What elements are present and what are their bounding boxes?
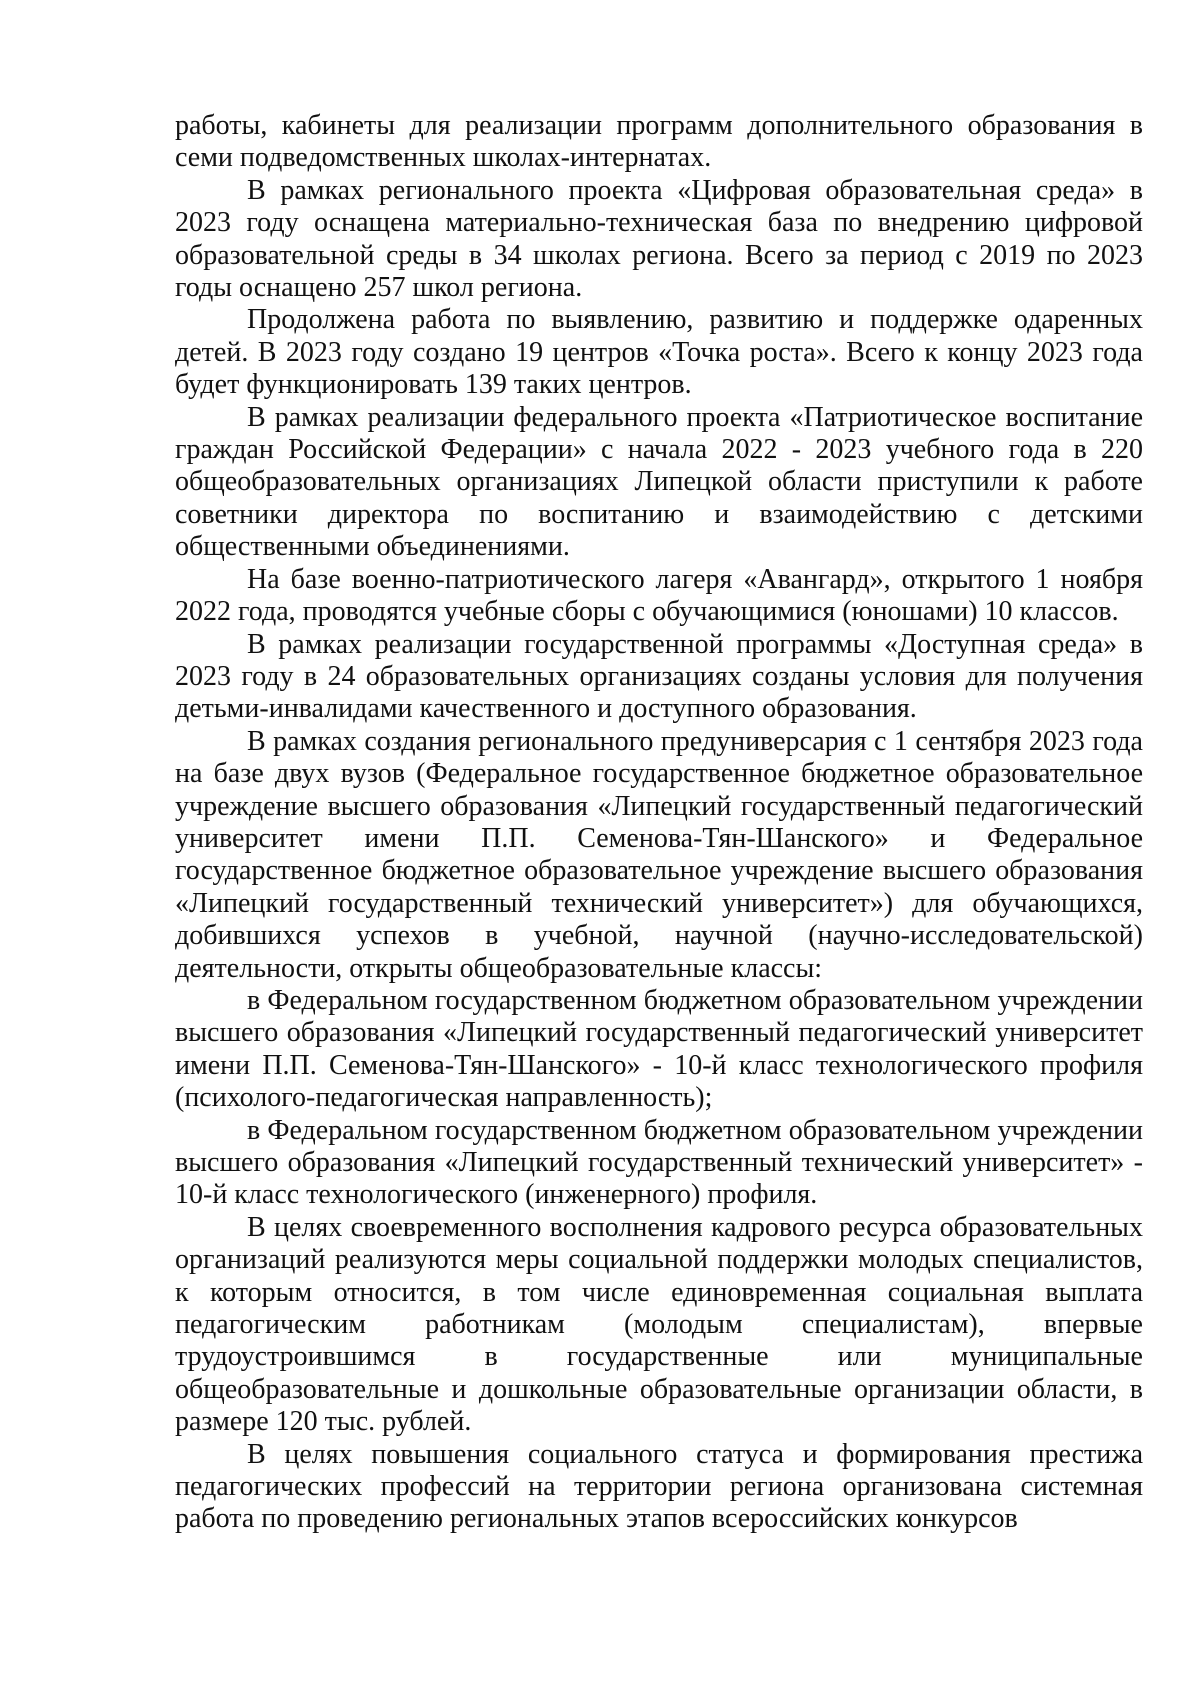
paragraph-patriotic-education: В рамках реализации федерального проекта «Патриотическое воспитание граждан Российской Федерации» с начала 2022 - 2023 учебного года в 220 общеобразовательных организациях Липецкой области приступили к работе советники директора по воспитанию и взаимодействию с детскими общественными объединениями. — [175, 401, 1143, 563]
paragraph-continuation: работы, кабинеты для реализации программ дополнительного образования в семи подведомственных школах-интернатах. — [175, 110, 1143, 174]
paragraph-gifted-children: Продолжена работа по выявлению, развитию и поддержке одаренных детей. В 2023 году создано 19 центров «Точка роста». Всего к концу 2023 года будет функционировать 139 таких центров. — [175, 304, 1143, 401]
document-body — [175, 110, 1143, 1536]
paragraph-digital-environment: В рамках регионального проекта «Цифровая образовательная среда» в 2023 году оснащена материально-техническая база по внедрению цифровой образовательной среды в 34 школах региона. Всего за период с 2019 по 2023 годы оснащено 257 школ региона. — [175, 174, 1143, 304]
paragraph-avangard-camp: На базе военно-патриотического лагеря «Авангард», открытого 1 ноября 2022 года, проводятся учебные сборы с обучающимися (юношами) 10 классов. — [175, 563, 1143, 628]
paragraph-pedagogical-university-class: в Федеральном государственном бюджетном образовательном учреждении высшего образования «Липецкий государственный педагогический университет имени П.П. Семенова-Тян-Шанского» - 10-й класс технологического профиля (психолого-педагогическая направленность); — [175, 984, 1143, 1114]
paragraph-accessible-environment: В рамках реализации государственной программы «Доступная среда» в 2023 году в 24 образовательных организациях созданы условия для получения детьми-инвалидами качественного и доступного образования. — [175, 628, 1143, 725]
paragraph-technical-university-class: в Федеральном государственном бюджетном образовательном учреждении высшего образования «Липецкий государственный технический университет» - 10-й класс технологического (инженерного) профиля. — [175, 1114, 1143, 1211]
paragraph-young-specialists: В целях своевременного восполнения кадрового ресурса образовательных организаций реализуются меры социальной поддержки молодых специалистов, к которым относится, в том числе единовременная социальная выплата педагогическим работникам (молодым специалистам), впервые трудоустроившимся в государственные или муниципальные общеобразовательные и дошкольные образовательные организации области, в размере 120 тыс. рублей. — [175, 1211, 1143, 1438]
paragraph-pre-university: В рамках создания регионального предуниверсария с 1 сентября 2023 года на базе двух вузов (Федеральное государственное бюджетное образовательное учреждение высшего образования «Липецкий государственный педагогический университет имени П.П. Семенова-Тян-Шанского» и Федеральное государственное бюджетное образовательное учреждение высшего образования «Липецкий государственный технический университет») для обучающихся, добившихся успехов в учебной, научной (научно-исследовательской) деятельности, открыты общеобразовательные классы: — [175, 725, 1143, 984]
paragraph-teacher-prestige: В целях повышения социального статуса и формирования престижа педагогических профессий на территории региона организована системная работа по проведению региональных этапов всероссийских конкурсов — [175, 1438, 1143, 1535]
